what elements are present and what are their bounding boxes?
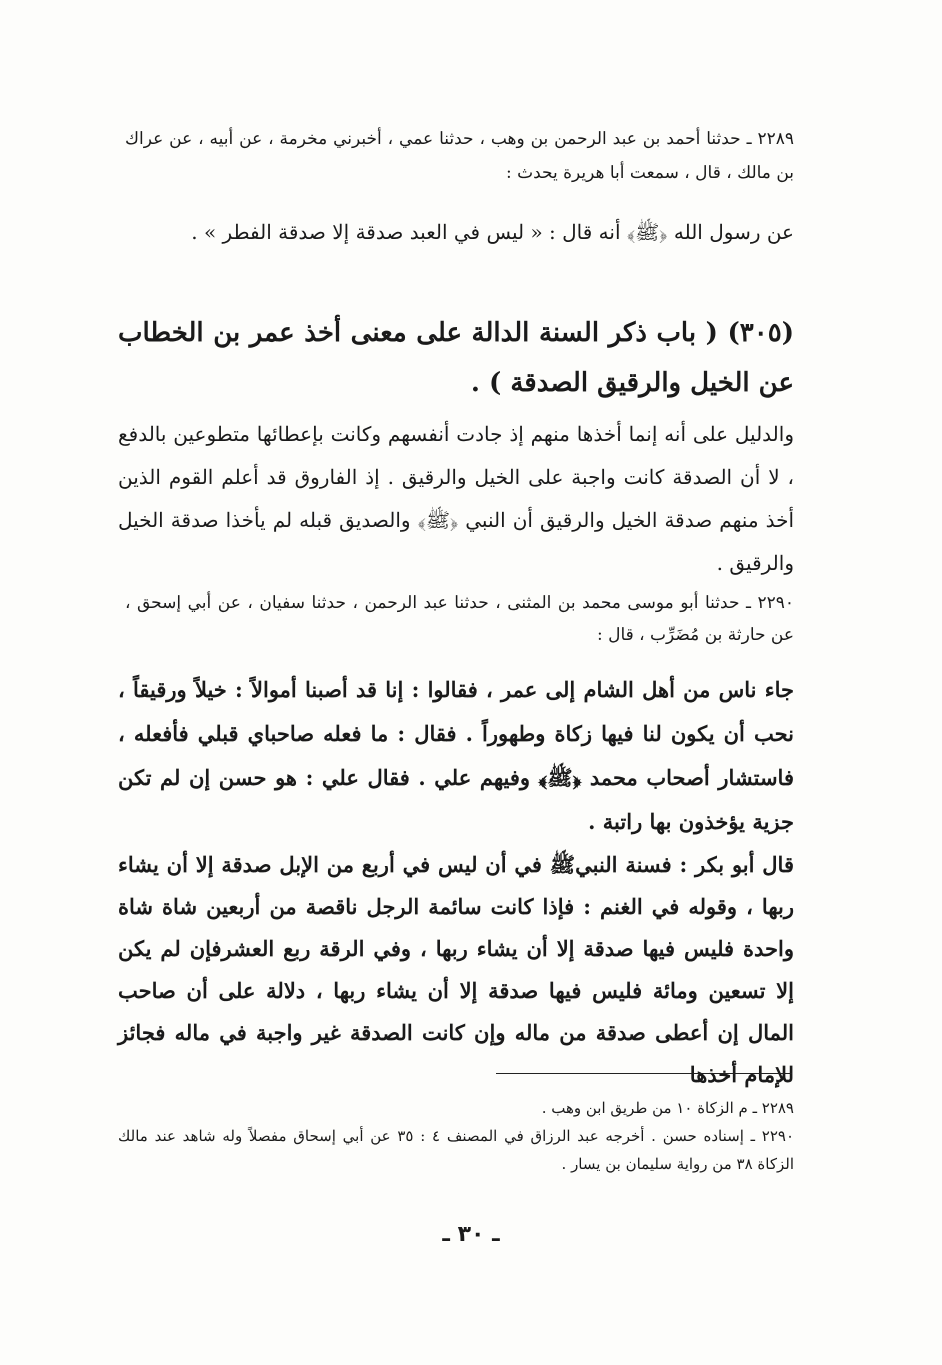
chapter-explanation: والدليل على أنه إنما أخذها منهم إذ جادت أنفسهم وكانت بإعطائها متطوعين بالدفع ، لا أن الصدقة كانت واجبة على الخيل والرقيق . إذ الفاروق قد أعلم القوم الذين أخذ منهم صدقة الخيل والرقيق أن النبي ﴿ﷺ﴾ والصديق قبله لم يأخذا صدقة الخيل والرقيق .	[118, 422, 794, 575]
footnote-2289: ٢٢٨٩ ـ م الزكاة ١٠ من طريق ابن وهب .	[541, 1099, 794, 1117]
hadith-2289-text: عن رسول الله ﴿ﷺ﴾ أنه قال : « ليس في العبد صدقة إلا صدقة الفطر » .	[191, 220, 794, 244]
chapter-heading: (٣٠٥) ( باب ذكر السنة الدالة على معنى أخذ عمر بن الخطاب عن الخيل والرقيق الصدقة ) .	[118, 318, 794, 398]
footnote-divider	[496, 1073, 792, 1074]
hadith-2289-chain: ٢٢٨٩ ـ حدثنا أحمد بن عبد الرحمن بن وهب ، حدثنا عمي ، أخبرني مخرمة ، عن أبيه ، عن عراك بن مالك ، قال ، سمعت أبا هريرة يحدث :	[125, 129, 794, 183]
footnotes	[118, 1094, 794, 1178]
hadith-2290-text: جاء ناس من أهل الشام إلى عمر ، فقالوا : إنا قد أصبنا أموالاً : خيلاً ورقيقاً ، نحب أن يكون لنا فيها زكاة وطهوراً . فقال : ما فعله صاحباي قبلي فأفعله ، فاستشار أصحاب محمد ﴿ﷺ﴾ وفيهم علي . فقال علي : هو حسن إن لم تكن جزية يؤخذون بها راتبة .	[118, 677, 794, 834]
page-number: ـ ٣٠ ـ	[442, 1222, 500, 1247]
abu-bakr-commentary: قال أبو بكر : فسنة النبيﷺ في أن ليس في أربع من الإبل صدقة إلا أن يشاء ربها ، وقوله في الغنم : فإذا كانت سائمة الرجل ناقصة من أربعين شاة شاة واحدة فليس فيها صدقة إلا أن يشاء ربها ، وفي الرقة ربع العشرفإن لم يكن إلا تسعين ومائة فليس فيها صدقة إلا أن يشاء ربها ، دلالة على أن صاحب المال إن أعطى صدقة من ماله وإن كانت الصدقة غير واجبة في ماله فجائز للإمام أخذها	[118, 852, 794, 1087]
hadith-2290-chain: ٢٢٩٠ ـ حدثنا أبو موسى محمد بن المثنى ، حدثنا عبد الرحمن ، حدثنا سفيان ، عن أبي إسحق ، عن حارثة بن مُضَرِّب ، قال :	[125, 593, 794, 645]
footnote-2290: ٢٢٩٠ ـ إسناده حسن . أخرجه عبد الرزاق في المصنف ٤ : ٣٥ عن أبي إسحاق مفصلاً وله شاهد عند مالك الزكاة ٣٨ من رواية سليمان بن يسار .	[118, 1127, 795, 1173]
